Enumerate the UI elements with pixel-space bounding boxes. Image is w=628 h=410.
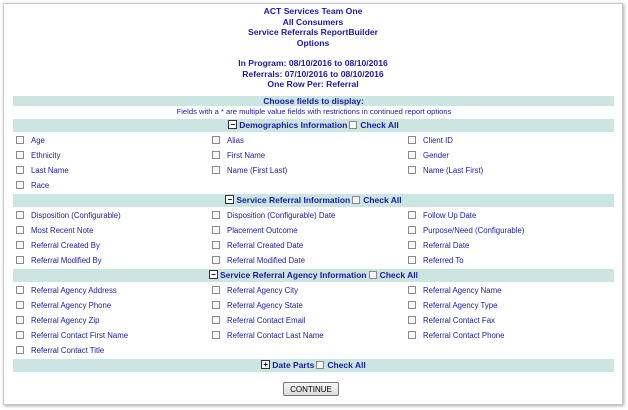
- field-option[interactable]: [16, 163, 212, 178]
- consumers-label: All Consumers: [282, 16, 344, 27]
- check-all-label: Check All: [363, 195, 402, 205]
- field-checkbox[interactable]: [212, 211, 220, 219]
- field-option[interactable]: [212, 313, 408, 328]
- service-referral-fields: [16, 208, 616, 268]
- field-label: Referral Agency Name: [423, 286, 502, 295]
- field-checkbox[interactable]: [212, 286, 220, 294]
- field-checkbox[interactable]: [16, 136, 24, 144]
- field-option[interactable]: [16, 178, 212, 193]
- field-option[interactable]: [212, 208, 408, 223]
- field-option[interactable]: [212, 328, 408, 343]
- field-checkbox[interactable]: [408, 316, 416, 324]
- field-checkbox[interactable]: [212, 151, 220, 159]
- check-all-label: Check All: [327, 360, 366, 370]
- field-label: Client ID: [423, 136, 453, 145]
- team-name: ACT Services Team One: [263, 6, 363, 16]
- section-title: Service Referral Information: [236, 195, 351, 205]
- report-name: Service Referrals ReportBuilder: [248, 27, 378, 37]
- field-label: Referral Contact First Name: [31, 331, 129, 340]
- field-label: Referral Agency Phone: [31, 301, 112, 310]
- section-header-service-referral: [13, 194, 614, 207]
- field-checkbox[interactable]: [16, 256, 24, 264]
- field-label: Most Recent Note: [31, 226, 94, 235]
- field-label: Alias: [227, 136, 244, 145]
- field-checkbox[interactable]: [212, 136, 220, 144]
- field-option[interactable]: [16, 298, 212, 313]
- field-checkbox[interactable]: [408, 286, 416, 294]
- check-all-label: Check All: [379, 270, 419, 280]
- field-label: Referral Created By: [31, 241, 100, 250]
- field-label: Last Name: [31, 166, 69, 175]
- section-title: Date Parts: [272, 360, 315, 370]
- referral-agency-fields: [16, 283, 616, 358]
- field-checkbox[interactable]: [408, 241, 416, 249]
- choose-fields-bar: Choose fields to display:: [13, 96, 614, 106]
- field-label: Referral Agency Zip: [31, 316, 100, 325]
- section-header-demographics: [13, 119, 614, 132]
- field-option[interactable]: [408, 283, 604, 298]
- field-checkbox[interactable]: [408, 331, 416, 339]
- field-option[interactable]: [408, 133, 604, 148]
- check-all-checkbox[interactable]: [352, 196, 360, 204]
- section-header-referral-agency: [13, 269, 614, 282]
- referrals-range: Referrals: 07/10/2016 to 08/10/2016: [242, 68, 384, 79]
- collapse-toggle-icon[interactable]: −: [225, 195, 234, 204]
- field-option[interactable]: [408, 328, 604, 343]
- field-checkbox[interactable]: [16, 226, 24, 234]
- field-checkbox[interactable]: [212, 316, 220, 324]
- one-row-per: One Row Per: Referral: [267, 79, 359, 89]
- field-label: Referral Modified Date: [227, 256, 306, 265]
- field-checkbox[interactable]: [408, 256, 416, 264]
- field-option[interactable]: [16, 283, 212, 298]
- field-label: Referral Contact Phone: [423, 331, 505, 340]
- field-option[interactable]: [408, 298, 604, 313]
- demographics-fields: [16, 133, 616, 193]
- field-checkbox[interactable]: [16, 346, 24, 354]
- field-option[interactable]: [212, 238, 408, 253]
- field-label: Referral Agency Type: [423, 301, 498, 310]
- field-checkbox[interactable]: [408, 226, 416, 234]
- field-checkbox[interactable]: [16, 286, 24, 294]
- field-checkbox[interactable]: [16, 316, 24, 324]
- field-label: Referral Agency City: [227, 286, 299, 295]
- field-label: Referral Contact Last Name: [227, 331, 324, 340]
- collapse-toggle-icon[interactable]: −: [209, 270, 218, 279]
- field-label: Race: [31, 181, 50, 190]
- field-checkbox[interactable]: [408, 151, 416, 159]
- field-label: Disposition (Configurable) Date: [227, 211, 336, 220]
- field-option[interactable]: [16, 328, 212, 343]
- field-label: Referral Agency State: [227, 301, 303, 310]
- field-label: Purpose/Need (Configurable): [423, 226, 525, 235]
- field-option[interactable]: [408, 163, 604, 178]
- field-checkbox[interactable]: [212, 331, 220, 339]
- field-checkbox[interactable]: [408, 301, 416, 309]
- field-checkbox[interactable]: [16, 151, 24, 159]
- field-option[interactable]: [212, 163, 408, 178]
- field-option[interactable]: [212, 253, 408, 268]
- field-checkbox[interactable]: [212, 301, 220, 309]
- field-checkbox[interactable]: [408, 136, 416, 144]
- field-checkbox[interactable]: [212, 226, 220, 234]
- continue-button[interactable]: CONTINUE: [283, 382, 339, 396]
- field-checkbox[interactable]: [16, 241, 24, 249]
- field-label: Referral Created Date: [227, 241, 304, 250]
- field-option[interactable]: [212, 133, 408, 148]
- field-checkbox[interactable]: [16, 301, 24, 309]
- field-option[interactable]: [408, 148, 604, 163]
- field-option[interactable]: [16, 208, 212, 223]
- field-option[interactable]: [408, 208, 604, 223]
- section-title: Service Referral Agency Information: [219, 270, 367, 280]
- report-options-panel: [3, 3, 623, 405]
- field-label: Ethnicity: [31, 151, 61, 160]
- field-label: Referral Contact Fax: [423, 316, 495, 325]
- section-title: Demographics Information: [239, 120, 348, 130]
- field-label: Name (First Last): [227, 166, 288, 175]
- field-label: Referral Agency Address: [31, 286, 117, 295]
- field-checkbox[interactable]: [212, 256, 220, 264]
- field-option[interactable]: [16, 253, 212, 268]
- expand-toggle-icon[interactable]: +: [261, 360, 270, 369]
- field-option[interactable]: [16, 223, 212, 238]
- report-header: [4, 4, 622, 90]
- field-label: Referral Contact Title: [31, 346, 105, 355]
- field-option[interactable]: [212, 298, 408, 313]
- field-option[interactable]: [16, 343, 212, 358]
- field-label: Follow Up Date: [423, 211, 477, 220]
- field-checkbox[interactable]: [408, 211, 416, 219]
- field-option[interactable]: [408, 238, 604, 253]
- field-option[interactable]: [16, 238, 212, 253]
- field-checkbox[interactable]: [16, 166, 24, 174]
- field-option[interactable]: [16, 148, 212, 163]
- field-label: Name (Last First): [423, 166, 484, 175]
- field-label: Referral Date: [423, 241, 470, 250]
- section-header-date-parts: [13, 359, 614, 372]
- collapse-toggle-icon[interactable]: −: [228, 120, 237, 129]
- in-program-range: In Program: 08/10/2016 to 08/10/2016: [238, 58, 388, 68]
- field-label: Age: [31, 136, 45, 145]
- field-checkbox[interactable]: [16, 181, 24, 189]
- field-option[interactable]: [16, 313, 212, 328]
- check-all-checkbox[interactable]: [349, 121, 357, 129]
- check-all-checkbox[interactable]: [369, 271, 377, 279]
- field-checkbox[interactable]: [16, 331, 24, 339]
- field-option[interactable]: [212, 148, 408, 163]
- field-option[interactable]: [408, 223, 604, 238]
- field-option[interactable]: [212, 223, 408, 238]
- field-option[interactable]: [16, 133, 212, 148]
- field-checkbox[interactable]: [16, 211, 24, 219]
- field-option[interactable]: [408, 253, 604, 268]
- field-label: Placement Outcome: [227, 226, 298, 235]
- field-label: Referral Modified By: [31, 256, 102, 265]
- field-label: First Name: [227, 151, 266, 160]
- field-option[interactable]: [212, 283, 408, 298]
- field-checkbox[interactable]: [408, 166, 416, 174]
- options-label: Options: [296, 37, 330, 48]
- field-checkbox[interactable]: [212, 241, 220, 249]
- multi-value-note: Fields with a * are multiple value fields with restrictions in continued report options: [176, 107, 452, 116]
- field-label: Gender: [423, 151, 450, 160]
- check-all-checkbox[interactable]: [316, 361, 324, 369]
- field-checkbox[interactable]: [212, 166, 220, 174]
- field-label: Referred To: [423, 256, 464, 265]
- check-all-label: Check All: [360, 120, 399, 130]
- field-label: Referral Contact Email: [227, 316, 306, 325]
- field-option[interactable]: [408, 313, 604, 328]
- field-label: Disposition (Configurable): [31, 211, 121, 220]
